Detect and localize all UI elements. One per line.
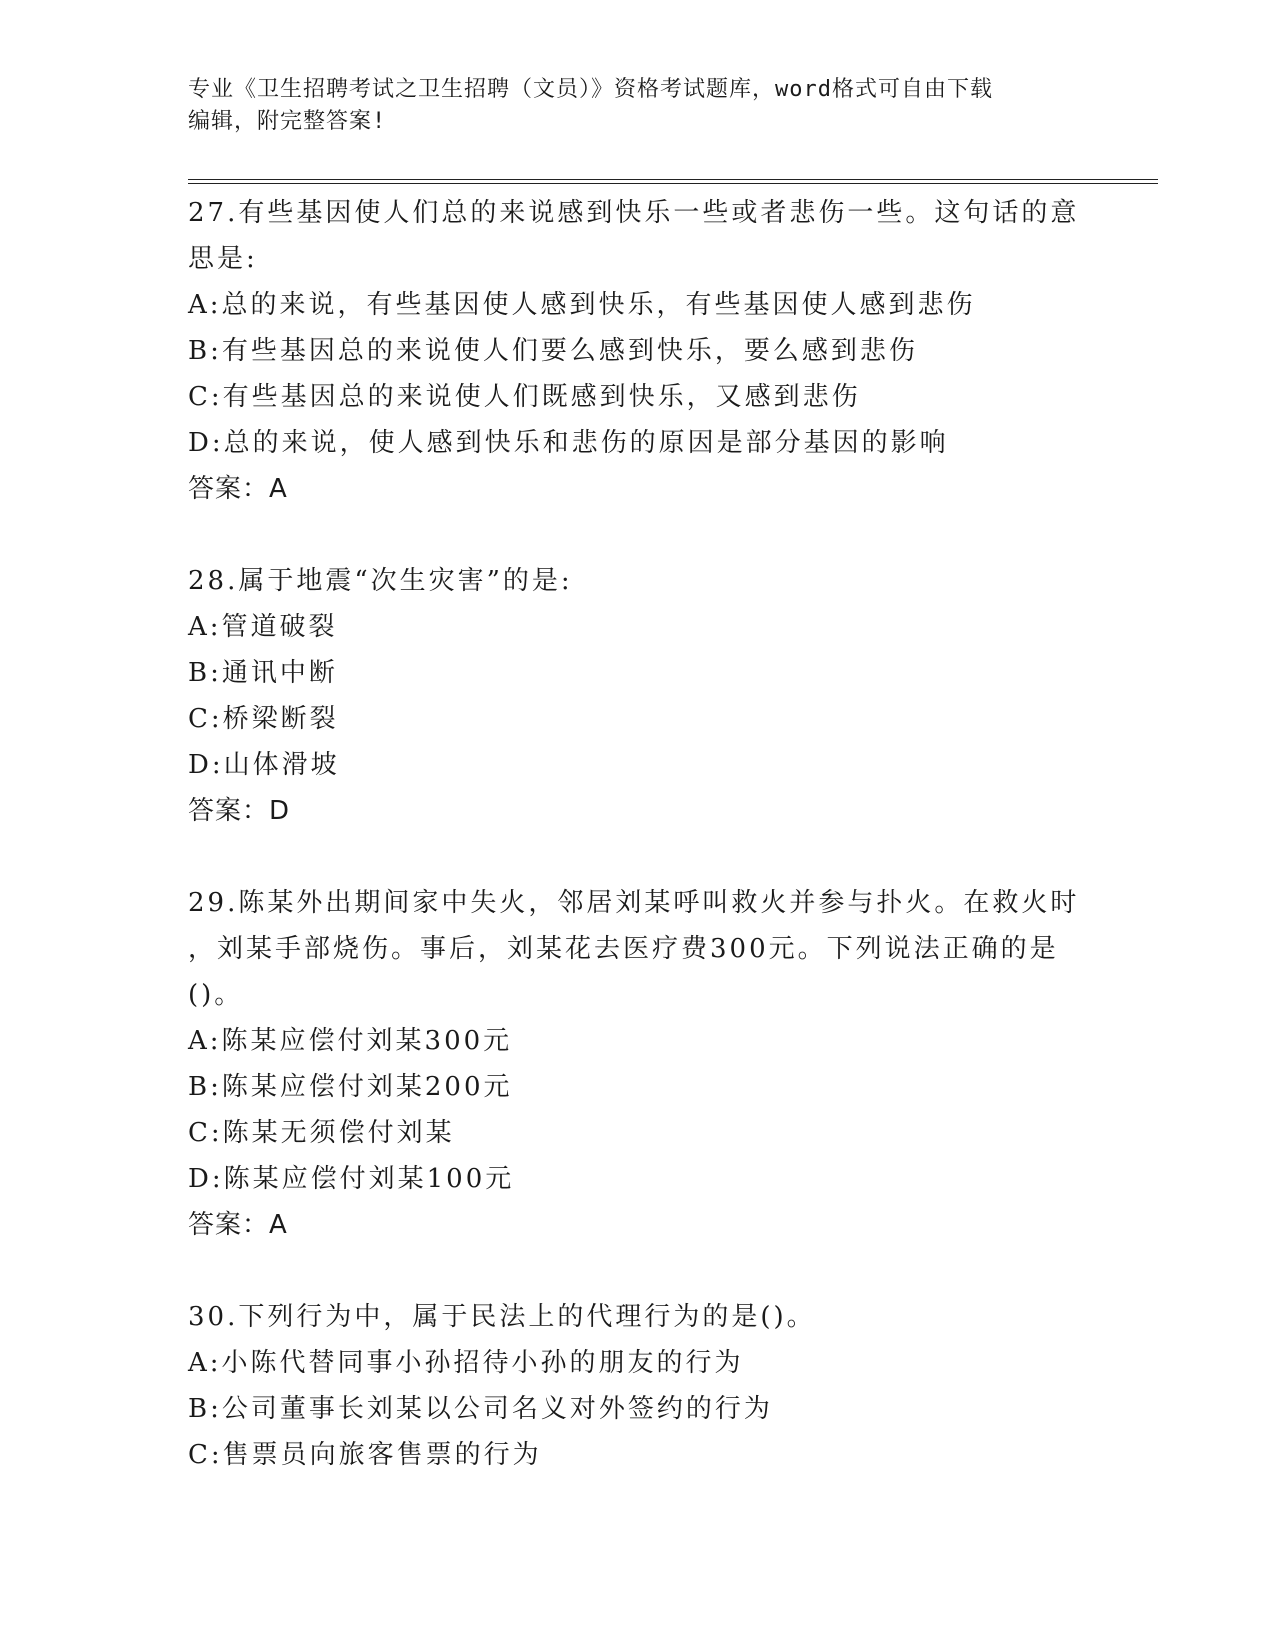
header-line-1: 专业《卫生招聘考试之卫生招聘（文员）》资格考试题库，word格式可自由下载 (188, 77, 993, 102)
question-28 (188, 558, 1088, 834)
question-stem-line: ，刘某手部烧伤。事后，刘某花去医疗费300元。下列说法正确的是 (188, 934, 1059, 964)
option-b: B:通讯中断 (188, 658, 338, 688)
question-27 (188, 190, 1088, 512)
question-29 (188, 880, 1088, 1248)
option-a: A:总的来说，有些基因使人感到快乐，有些基因使人感到悲伤 (188, 290, 976, 320)
question-stem-line: 28.属于地震“次生灾害”的是: (188, 566, 573, 596)
option-b: B:陈某应偿付刘某200元 (188, 1072, 513, 1102)
header-rule-bottom (188, 183, 1158, 184)
option-a: A:小陈代替同事小孙招待小孙的朋友的行为 (188, 1348, 744, 1378)
answer-line: 答案：A (188, 474, 288, 504)
option-d: D:总的来说，使人感到快乐和悲伤的原因是部分基因的影响 (188, 428, 949, 458)
option-d: D:陈某应偿付刘某100元 (188, 1164, 515, 1194)
option-b: B:有些基因总的来说使人们要么感到快乐，要么感到悲伤 (188, 336, 918, 366)
question-list (188, 190, 1088, 1524)
option-a: A:管道破裂 (188, 612, 338, 642)
header-line-2: 编辑，附完整答案! (188, 109, 387, 134)
option-a: A:陈某应偿付刘某300元 (188, 1026, 513, 1056)
document-header (188, 74, 1088, 138)
question-stem-line: ()。 (188, 980, 244, 1010)
question-stem-line: 30.下列行为中，属于民法上的代理行为的是()。 (188, 1302, 816, 1332)
option-b: B:公司董事长刘某以公司名义对外签约的行为 (188, 1394, 773, 1424)
question-stem-line: 思是: (188, 244, 258, 274)
question-stem-line: 27.有些基因使人们总的来说感到快乐一些或者悲伤一些。这句话的意 (188, 198, 1080, 228)
header-rule-top (188, 179, 1158, 180)
option-c: C:陈某无须偿付刘某 (188, 1118, 455, 1148)
option-d: D:山体滑坡 (188, 750, 340, 780)
option-c: C:桥梁断裂 (188, 704, 339, 734)
option-c: C:有些基因总的来说使人们既感到快乐，又感到悲伤 (188, 382, 861, 412)
answer-line: 答案：A (188, 1210, 288, 1240)
document-page (188, 0, 1158, 1650)
question-30 (188, 1294, 1088, 1478)
question-stem-line: 29.陈某外出期间家中失火，邻居刘某呼叫救火并参与扑火。在救火时 (188, 888, 1080, 918)
answer-line: 答案：D (188, 796, 291, 826)
option-c: C:售票员向旅客售票的行为 (188, 1440, 542, 1470)
